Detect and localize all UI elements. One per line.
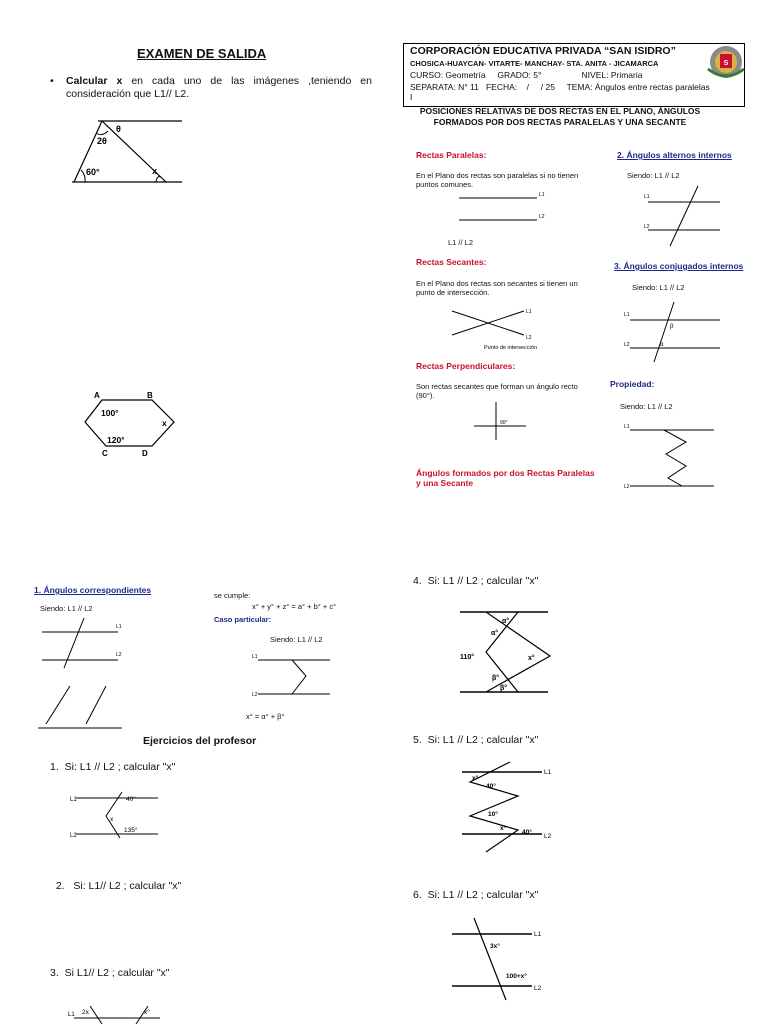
sec-l2: L2 [526,335,532,341]
formed-title: Ángulos formados por dos Rectas Paralelas y una Secante [416,468,595,488]
paralelas-title: Rectas Paralelas: [416,150,487,160]
ex4-label-110: 110° [460,654,475,661]
perp-title: Rectas Perpendiculares: [416,361,516,371]
secantes-title: Rectas Secantes: [416,257,487,267]
corresponding-angles-figure [36,618,128,668]
ex1-label-x: x [110,816,114,823]
ex5-label-b: 40° [486,783,496,790]
exercise-4-figure [456,604,556,698]
hex-angle-100: 100° [101,408,119,418]
fig1-label-c: 60° [86,167,100,177]
ex6-l1: L1 [534,931,542,938]
conjugados-siendo: Siendo: L1 // L2 [632,283,685,292]
ex4-label-x: x° [528,655,535,662]
exercise-5-figure [458,760,558,852]
alt-l1: L1 [644,194,650,200]
hex-vertex-b: B [147,391,153,400]
conj-l1: L1 [624,312,630,318]
exercise-6-figure [448,918,544,1000]
corr-l1: L1 [116,624,122,630]
ex5-l2: L2 [544,833,552,840]
exercise-5-num: 5. [413,734,422,746]
paralelas-text: En el Plano dos rectas son paralelas si no tienen puntos comunes. [416,171,579,189]
alternos-title: 2. Ángulos alternos internos [617,150,732,160]
hex-angle-x: x [162,418,167,428]
theory-heading: POSICIONES RELATIVAS DE DOS RECTAS EN EL PLANO, ÁNGULOS FORMADOS POR DOS RECTAS PARALELAS Y UNA SECANTE [419,106,701,127]
correspondientes-title: 1. Ángulos correspondientes [34,585,152,595]
exercise-4-num: 4. [413,575,422,587]
conjugate-angles-figure [624,300,724,362]
hex-vertex-c: C [102,449,108,458]
ex5-l1: L1 [544,769,552,776]
property-zigzag-figure [624,420,716,492]
school-name: CORPORACIÓN EDUCATIVA PRIVADA “SAN ISIDRO” [410,45,676,57]
intersection-label: Punto de intersección [484,345,537,351]
exercise-4 [413,575,538,588]
school-address: CHOSICA-HUAYCAN- VITARTE- MANCHAY- STA. ANITA - JICAMARCA [410,59,659,68]
case-formula: x° = α° + β° [246,712,285,721]
school-crest-icon [704,43,748,81]
instruction-bold: Calcular x [66,75,123,87]
school-header [403,43,745,107]
ex5-label-e: 40° [522,829,532,836]
alt-l2: L2 [644,224,650,230]
exercise-2-text: Si: L1// L2 ; calcular "x" [70,880,182,892]
fig1-label-b: θ [116,124,121,134]
exercise-5-text: Si: L1 // L2 ; calcular "x" [427,734,539,746]
alternos-siendo: Siendo: L1 // L2 [627,171,680,180]
ex6-l2: L2 [534,985,542,992]
exam-instruction [50,75,372,101]
parallel-lines-figure [455,188,555,228]
exercise-6 [413,889,538,902]
crest-letter: S [723,60,729,67]
property-formula: x° + y° + z° = a° + b° + c° [252,602,337,611]
conj-l2: L2 [624,342,630,348]
sec-l1: L1 [526,309,532,315]
exercise-5 [413,734,538,747]
exercises-heading: Ejercicios del profesor [143,735,257,747]
ex1-label-b: 135° [124,827,138,834]
secant-lines-figure [448,305,558,350]
fig1-label-a: 2θ [97,136,107,146]
exercise-1-figure [70,786,164,840]
bullet-icon: • [50,75,54,87]
ex4-label-d: β° [492,675,500,682]
corr-l2: L2 [116,652,122,658]
prop-l2: L2 [624,484,630,490]
propiedad-title: Propiedad: [610,379,655,389]
exercise-2 [50,867,181,893]
paralelas-note: L1 // L2 [448,238,474,247]
perp-90: 90° [500,420,508,426]
ex4-label-a: α° [502,618,510,625]
hex-angle-120: 120° [107,435,125,445]
ex3-label-a: 2x [82,1009,89,1016]
ex5-label-c: 10° [488,811,498,818]
exercise-1-num: 1. [50,761,59,773]
case-l1: L1 [252,654,258,660]
perp-text: Son rectas secantes que forman un ángulo recto (90°). [416,382,578,400]
perpendicular-figure [468,398,538,442]
ex5-label-d: x° [500,825,507,832]
hex-vertex-a: A [94,391,100,400]
fig1-label-d: x [152,166,158,176]
exam-figure-hexagon [80,388,190,458]
ex1-l1: L1 [70,797,77,803]
separata-line: SEPARATA: N° 11 FECHA: / / 25 TEMA: Ángulos entre rectas paralelas I [410,82,713,102]
alternate-angles-figure [644,186,724,246]
case-l2: L2 [252,692,258,698]
exercise-4-text: Si: L1 // L2 ; calcular "x" [427,575,539,587]
se-cumple: se cumple: [214,591,251,600]
ex3-label-b: x° [144,1009,150,1016]
exercise-1-text: Si: L1 // L2 ; calcular "x" [64,761,176,773]
ex4-label-b: α° [491,630,499,637]
exercise-6-text: Si: L1 // L2 ; calcular "x" [427,889,539,901]
hex-vertex-d: D [142,449,148,458]
par-l1: L1 [539,192,545,198]
ex1-label-a: 40° [126,796,136,803]
exercise-3 [50,967,170,980]
exercise-3-text: Si L1// L2 ; calcular "x" [64,967,170,979]
prop-l1: L1 [624,424,630,430]
exercise-6-num: 6. [413,889,422,901]
conjugados-title: 3. Ángulos conjugados internos [614,261,744,271]
conj-beta: β [670,324,674,330]
ex3-l1: L1 [68,1012,75,1018]
secantes-text: En el Plano dos rectas son secantes si tienen un punto de intersección. [416,279,578,297]
ex4-label-e: β° [500,685,508,692]
par-l2: L2 [539,214,545,220]
caso-particular: Caso particular: [214,615,272,624]
exercise-3-figure [68,1002,164,1024]
particular-case-figure [250,650,334,700]
ex5-label-a: x° [472,775,479,782]
instruction-text: en cada uno de las imágenes ,teniendo en consideración que L1// L2. [66,75,372,100]
caso-siendo: Siendo: L1 // L2 [270,635,323,644]
exam-title: EXAMEN DE SALIDA [137,46,267,61]
exercise-3-num: 3. [50,967,59,979]
propiedad-siendo: Siendo: L1 // L2 [620,402,673,411]
corresponding-angles-figure-2 [36,684,126,730]
course-line: CURSO: Geometría GRADO: 5° NIVEL: Primaria [410,70,643,80]
ex6-label-a: 3x° [490,943,500,950]
exercise-1 [50,761,175,774]
corr-siendo: Siendo: L1 // L2 [40,604,93,613]
exam-figure-triangle [68,115,184,187]
ex6-label-b: 100+x° [506,973,527,980]
conj-alpha: α [660,342,664,348]
ex1-l2: L2 [70,833,77,839]
exercise-2-num: 2. [55,880,65,892]
